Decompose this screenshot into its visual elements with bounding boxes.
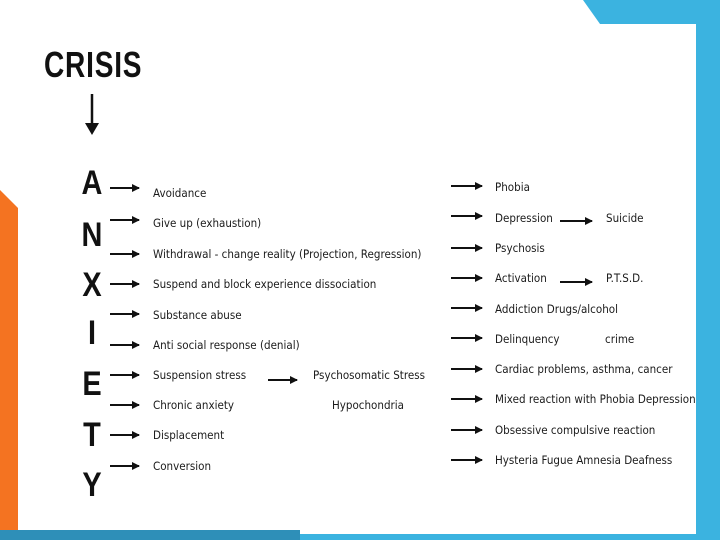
left-item-label: Avoidance xyxy=(153,186,207,200)
right-item-outcome: P.T.S.D. xyxy=(606,271,644,285)
anxiety-letter-i: I xyxy=(87,314,97,352)
left-item-outcome: Hypochondria xyxy=(332,398,404,412)
left-accent-notch xyxy=(0,190,18,208)
left-item-outcome: Psychosomatic Stress xyxy=(313,368,426,382)
right-item-label: Addiction Drugs/alcohol xyxy=(495,302,618,316)
left-item-label: Withdrawal - change reality (Projection, Regression) xyxy=(153,247,422,261)
right-accent-bar xyxy=(696,0,720,540)
left-accent-bar xyxy=(0,208,18,540)
right-item-label: Depression xyxy=(495,211,553,225)
bottom-left-accent-bar xyxy=(0,530,300,540)
anxiety-letter-x: X xyxy=(82,266,102,304)
left-item-label: Substance abuse xyxy=(153,308,242,322)
anxiety-letter-n: N xyxy=(81,216,103,254)
anxiety-letter-y: Y xyxy=(82,466,102,504)
right-item-label: Cardiac problems, asthma, cancer xyxy=(495,362,673,376)
right-item-label: Delinquency xyxy=(495,332,560,346)
right-item-label: Mixed reaction with Phobia Depression xyxy=(495,392,696,406)
left-item-label: Give up (exhaustion) xyxy=(153,216,262,230)
left-item-label: Suspend and block experience dissociation xyxy=(153,277,377,291)
left-item-label: Displacement xyxy=(153,428,225,442)
right-item-outcome: crime xyxy=(605,332,635,346)
right-item-label: Psychosis xyxy=(495,241,545,255)
right-item-label: Activation xyxy=(495,271,547,285)
left-item-label: Suspension stress xyxy=(153,368,247,382)
crisis-down-arrow xyxy=(82,94,102,136)
right-item-outcome: Suicide xyxy=(606,211,644,225)
left-item-label: Chronic anxiety xyxy=(153,398,235,412)
right-item-label: Phobia xyxy=(495,180,530,194)
anxiety-letter-t: T xyxy=(83,416,101,454)
top-accent-corner xyxy=(583,0,600,24)
anxiety-letter-e: E xyxy=(82,365,102,403)
slide-title: CRISIS xyxy=(44,44,143,85)
right-item-label: Hysteria Fugue Amnesia Deafness xyxy=(495,453,673,467)
left-item-label: Conversion xyxy=(153,459,212,473)
right-item-label: Obsessive compulsive reaction xyxy=(495,423,656,437)
anxiety-letter-a: A xyxy=(81,164,103,202)
left-item-label: Anti social response (denial) xyxy=(153,338,300,352)
